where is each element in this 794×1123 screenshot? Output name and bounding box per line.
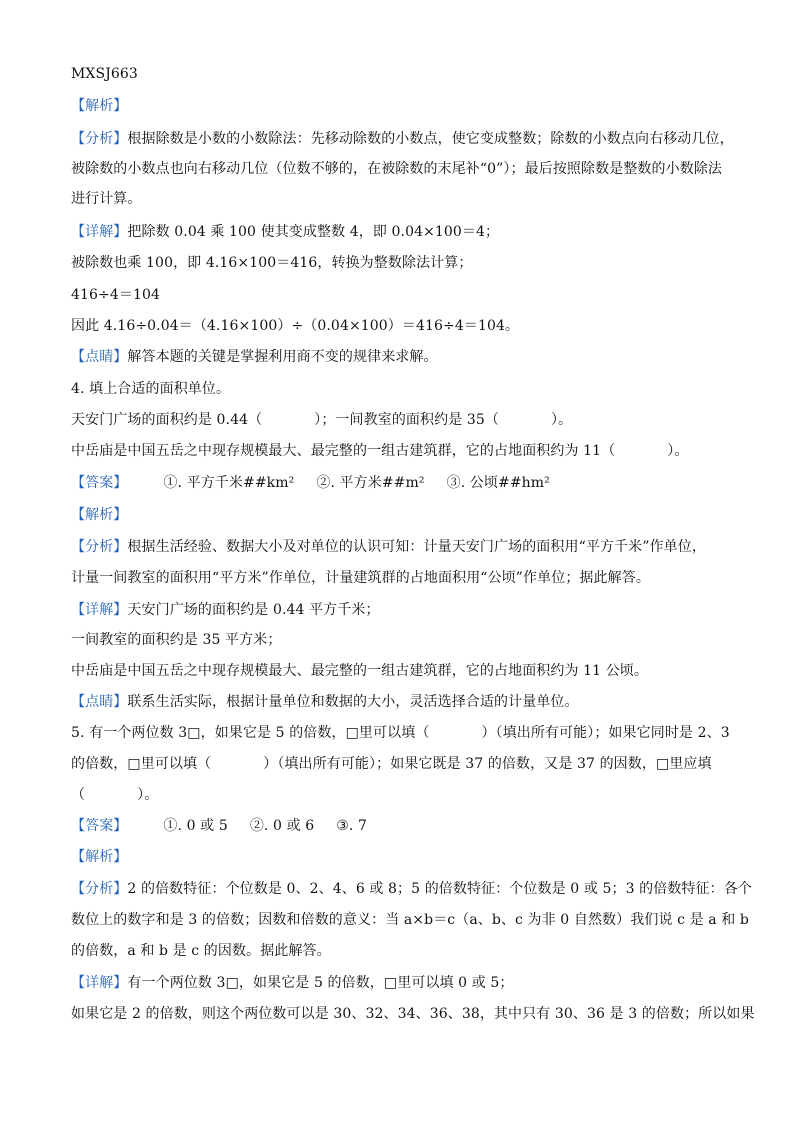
jiexi-tag: 【解析】: [71, 849, 128, 865]
fenxi-tag: 【分析】: [71, 881, 128, 897]
answer-option: ②. 0 或 6: [249, 818, 315, 834]
q4-text-a: 天安门广场的面积约是 0.44（: [71, 412, 263, 428]
dianjing-text: 解答本题的关键是掌握利用商不变的规律来求解。: [127, 349, 438, 365]
dianjing-tag: 【点睛】: [71, 349, 128, 365]
fenxi-text: 2 的倍数特征：个位数是 0、2、4、6 或 8；5 的倍数特征：个位数是 0 或 5；3 的倍数特征：各个: [127, 881, 752, 897]
q4-line-1: [71, 410, 572, 430]
jiexi-heading-q3: [71, 96, 127, 116]
xiangjie-line-q3-4: 因此 4.16÷0.04＝（4.16×100）÷（0.04×100）＝416÷4＝104。: [71, 318, 520, 334]
q5-text-a: 5. 有一个两位数 3□，如果它是 5 的倍数，□里可以填（: [71, 725, 430, 741]
xiangjie-line-q3-1: [71, 222, 499, 242]
xiangjie-line-q4-3: 中岳庙是中国五岳之中现存规模最大、最完整的一组古建筑群，它的占地面积约为 11 公顷。: [71, 663, 649, 679]
daan-tag: 【答案】: [71, 818, 128, 834]
fenxi-tag: 【分析】: [71, 539, 128, 555]
xiangjie-tag: 【详解】: [71, 975, 128, 991]
xiangjie-line-q4-2: 一间教室的面积约是 35 平方米；: [71, 632, 282, 648]
daan-tag: 【答案】: [71, 475, 128, 491]
q5-line-1: [71, 723, 730, 743]
fenxi-line-q3-1: [71, 129, 734, 149]
answer-option: ③. 7: [336, 818, 368, 834]
fenxi-tag: 【分析】: [71, 131, 128, 147]
xiangjie-line-q5-1: [71, 973, 514, 993]
q4-answer-line: [71, 473, 572, 493]
fenxi-text: 根据生活经验、数据大小及对单位的认识可知：计量天安门广场的面积用“平方千米”作单位，: [127, 539, 706, 555]
answer-option: ②. 平方米##m²: [316, 475, 425, 491]
jiexi-heading-q5: [71, 847, 127, 867]
q4-text-d: 中岳庙是中国五岳之中现存规模最大、最完整的一组古建筑群，它的占地面积约为 11（: [71, 443, 616, 459]
dianjing-line-q4: [71, 692, 579, 712]
jiexi-tag: 【解析】: [71, 98, 128, 114]
q5-text-d: ）（填出所有可能）；如果它既是 37 的倍数，又是 37 的因数，□里应填: [263, 756, 712, 772]
q5-line-3: [71, 785, 158, 805]
fenxi-line-q3-2: 被除数的小数点也向右移动几位（位数不够的，在被除数的末尾补“0”）；最后按照除数是整数的小数除法: [71, 161, 723, 177]
q5-answer-line: [71, 816, 389, 836]
q5-text-f: ）。: [137, 787, 159, 803]
fenxi-line-q4-2: 计量一间教室的面积用“平方米”作单位，计量建筑群的占地面积用“公顷”作单位；据此解答。: [71, 570, 650, 586]
xiangjie-text: 把除数 0.04 乘 100 使其变成整数 4，即 0.04×100＝4；: [127, 224, 500, 240]
q4-text-e: ）。: [667, 443, 689, 459]
q4-title: 4. 填上合适的面积单位。: [71, 381, 231, 397]
q5-text-b: ）（填出所有可能）；如果它同时是 2、3: [481, 725, 730, 741]
jiexi-heading-q4: [71, 505, 127, 525]
jiexi-tag: 【解析】: [71, 507, 128, 523]
q4-text-b: ）；一间教室的面积约是 35（: [314, 412, 499, 428]
xiangjie-line-q3-2: 被除数也乘 100，即 4.16×100＝416，转换为整数除法计算；: [71, 255, 473, 271]
xiangjie-tag: 【详解】: [71, 224, 128, 240]
dianjing-text: 联系生活实际，根据计量单位和数据的大小，灵活选择合适的计量单位。: [127, 694, 579, 710]
xiangjie-text: 有一个两位数 3□，如果它是 5 的倍数，□里可以填 0 或 5；: [127, 975, 514, 991]
fenxi-line-q3-3: 进行计算。: [71, 191, 142, 207]
xiangjie-tag: 【详解】: [71, 602, 128, 618]
fenxi-line-q5-3: 的倍数，a 和 b 是 c 的因数。据此解答。: [71, 943, 331, 959]
q4-text-c: ）。: [551, 412, 573, 428]
fenxi-line-q4-1: [71, 537, 706, 557]
answer-option: ③. 公顷##hm²: [446, 475, 550, 491]
q5-text-e: （: [71, 787, 86, 803]
fenxi-text: 根据除数是小数的小数除法：先移动除数的小数点，使它变成整数；除数的小数点向右移动几位，: [127, 131, 734, 147]
doc-code: MXSJ663: [71, 66, 138, 82]
xiangjie-line-q4-1: [71, 600, 380, 620]
xiangjie-line-q5-2: 如果它是 2 的倍数，则这个两位数可以是 30、32、34、36、38，其中只有 30、36 是 3 的倍数；所以如果: [71, 1006, 755, 1022]
dianjing-tag: 【点睛】: [71, 694, 128, 710]
q5-text-c: 的倍数，□里可以填（: [71, 756, 212, 772]
fenxi-line-q5-1: [71, 879, 752, 899]
q5-line-2: [71, 754, 712, 774]
dianjing-line-q3: [71, 347, 438, 367]
answer-option: ①. 0 或 5: [163, 818, 228, 834]
q4-line-2: [71, 441, 688, 461]
fenxi-line-q5-2: 数位上的数字和是 3 的倍数；因数和倍数的意义：当 a×b＝c（a、b、c 为非 0 自然数）我们说 c 是 a 和 b: [71, 912, 749, 928]
xiangjie-line-q3-3: 416÷4＝104: [71, 287, 160, 303]
answer-option: ①. 平方千米##km²: [163, 475, 295, 491]
xiangjie-text: 天安门广场的面积约是 0.44 平方千米；: [127, 602, 380, 618]
